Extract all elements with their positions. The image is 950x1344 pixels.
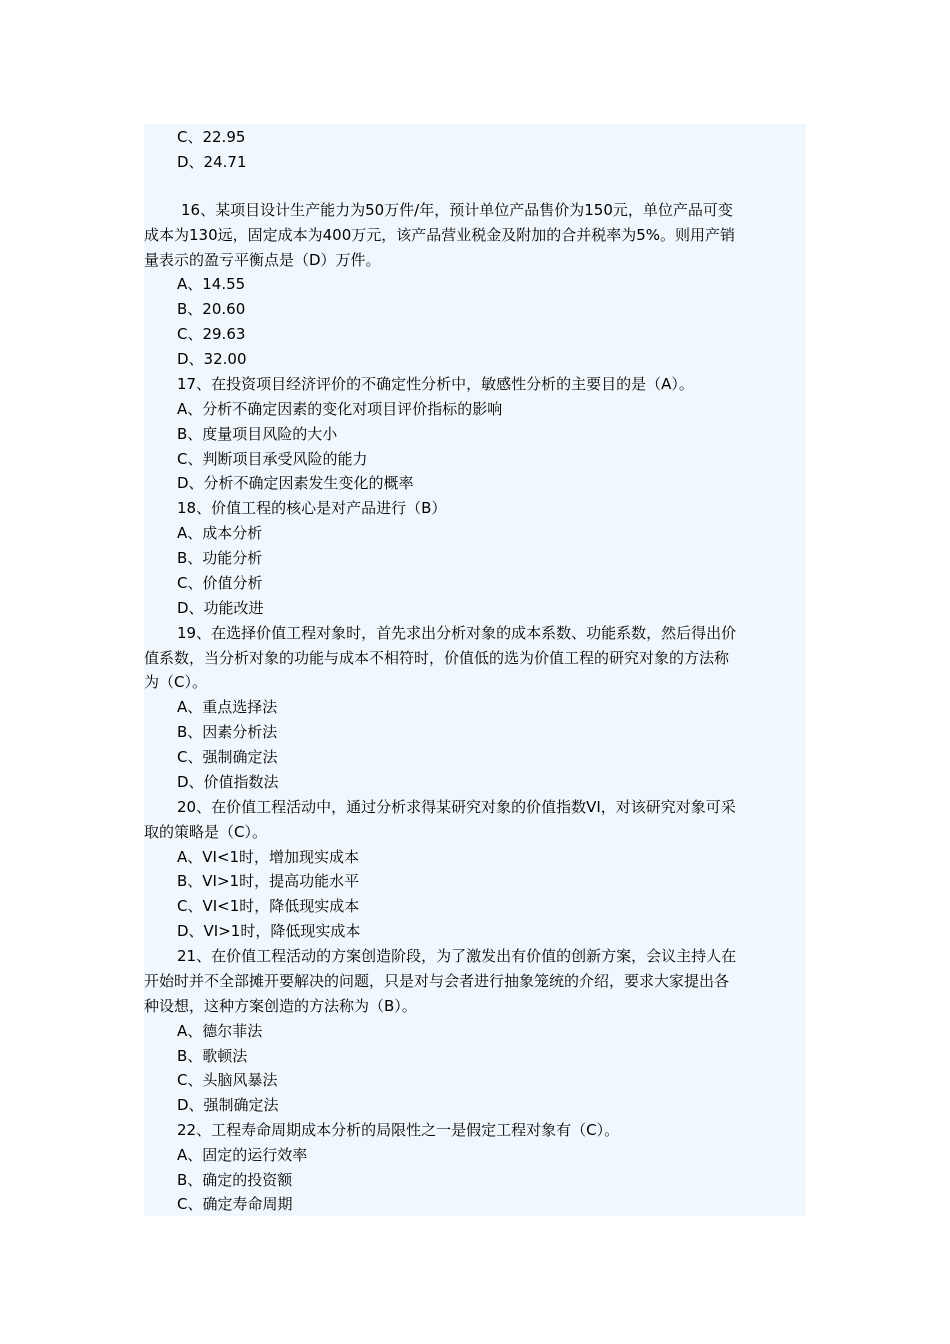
question-16-text: 成本为130远，固定成本为400万元，该产品营业税金及附加的合并税率为5%。则用产销 bbox=[144, 226, 736, 244]
option-line: C、头脑风暴法 bbox=[177, 1071, 278, 1089]
option-line: C、29.63 bbox=[177, 325, 246, 343]
question-17-text: 17、在投资项目经济评价的不确定性分析中，敏感性分析的主要目的是（A）。 bbox=[177, 375, 694, 393]
question-20-text: 取的策略是（C）。 bbox=[144, 823, 267, 841]
option-line: C、价值分析 bbox=[177, 574, 263, 592]
question-16-text: 量表示的盈亏平衡点是（D）万件。 bbox=[144, 251, 381, 269]
option-line: C、强制确定法 bbox=[177, 748, 278, 766]
option-line: A、固定的运行效率 bbox=[177, 1146, 308, 1164]
option-line: B、20.60 bbox=[177, 300, 246, 318]
question-21-text: 开始时并不全部摊开要解决的问题，只是对与会者进行抽象笼统的介绍，要求大家提出各 bbox=[144, 972, 730, 990]
option-line: D、功能改进 bbox=[177, 599, 264, 617]
option-line: D、分析不确定因素发生变化的概率 bbox=[177, 474, 414, 492]
option-line: B、确定的投资额 bbox=[177, 1171, 293, 1189]
option-line: B、度量项目风险的大小 bbox=[177, 425, 338, 443]
option-line: A、德尔菲法 bbox=[177, 1022, 263, 1040]
option-line: B、歌顿法 bbox=[177, 1047, 248, 1065]
option-line: C、判断项目承受风险的能力 bbox=[177, 450, 368, 468]
question-19-text: 为（C）。 bbox=[144, 673, 207, 691]
question-19-text: 值系数，当分析对象的功能与成本不相符时，价值低的选为价值工程的研究对象的方法称 bbox=[144, 649, 730, 667]
question-20-text: 20、在价值工程活动中，通过分析求得某研究对象的价值指数VI，对该研究对象可采 bbox=[177, 798, 736, 816]
option-line: B、功能分析 bbox=[177, 549, 263, 567]
question-16-text: 16、某项目设计生产能力为50万件/年，预计单位产品售价为150元，单位产品可变 bbox=[181, 201, 733, 219]
option-line: A、VI<1时，增加现实成本 bbox=[177, 848, 360, 866]
option-line: D、24.71 bbox=[177, 153, 247, 171]
option-line: B、VI>1时，提高功能水平 bbox=[177, 872, 360, 890]
option-line: D、32.00 bbox=[177, 350, 247, 368]
option-line: A、成本分析 bbox=[177, 524, 263, 542]
document-page bbox=[144, 124, 806, 1216]
option-line: B、因素分析法 bbox=[177, 723, 278, 741]
option-line: C、VI<1时，降低现实成本 bbox=[177, 897, 360, 915]
question-21-text: 21、在价值工程活动的方案创造阶段，为了激发出有价值的创新方案，会议主持人在 bbox=[177, 947, 737, 965]
question-19-text: 19、在选择价值工程对象时，首先求出分析对象的成本系数、功能系数，然后得出价 bbox=[177, 624, 737, 642]
question-22-text: 22、工程寿命周期成本分析的局限性之一是假定工程对象有（C）。 bbox=[177, 1121, 620, 1139]
option-line: A、分析不确定因素的变化对项目评价指标的影响 bbox=[177, 400, 503, 418]
option-line: D、价值指数法 bbox=[177, 773, 279, 791]
option-line: C、确定寿命周期 bbox=[177, 1195, 293, 1213]
question-21-text: 种设想，这种方案创造的方法称为（B）。 bbox=[144, 997, 417, 1015]
option-line: A、重点选择法 bbox=[177, 698, 278, 716]
option-line: D、VI>1时，降低现实成本 bbox=[177, 922, 361, 940]
question-18-text: 18、价值工程的核心是对产品进行（B） bbox=[177, 499, 447, 517]
option-line: A、14.55 bbox=[177, 275, 246, 293]
option-line: D、强制确定法 bbox=[177, 1096, 279, 1114]
option-line: C、22.95 bbox=[177, 128, 246, 146]
